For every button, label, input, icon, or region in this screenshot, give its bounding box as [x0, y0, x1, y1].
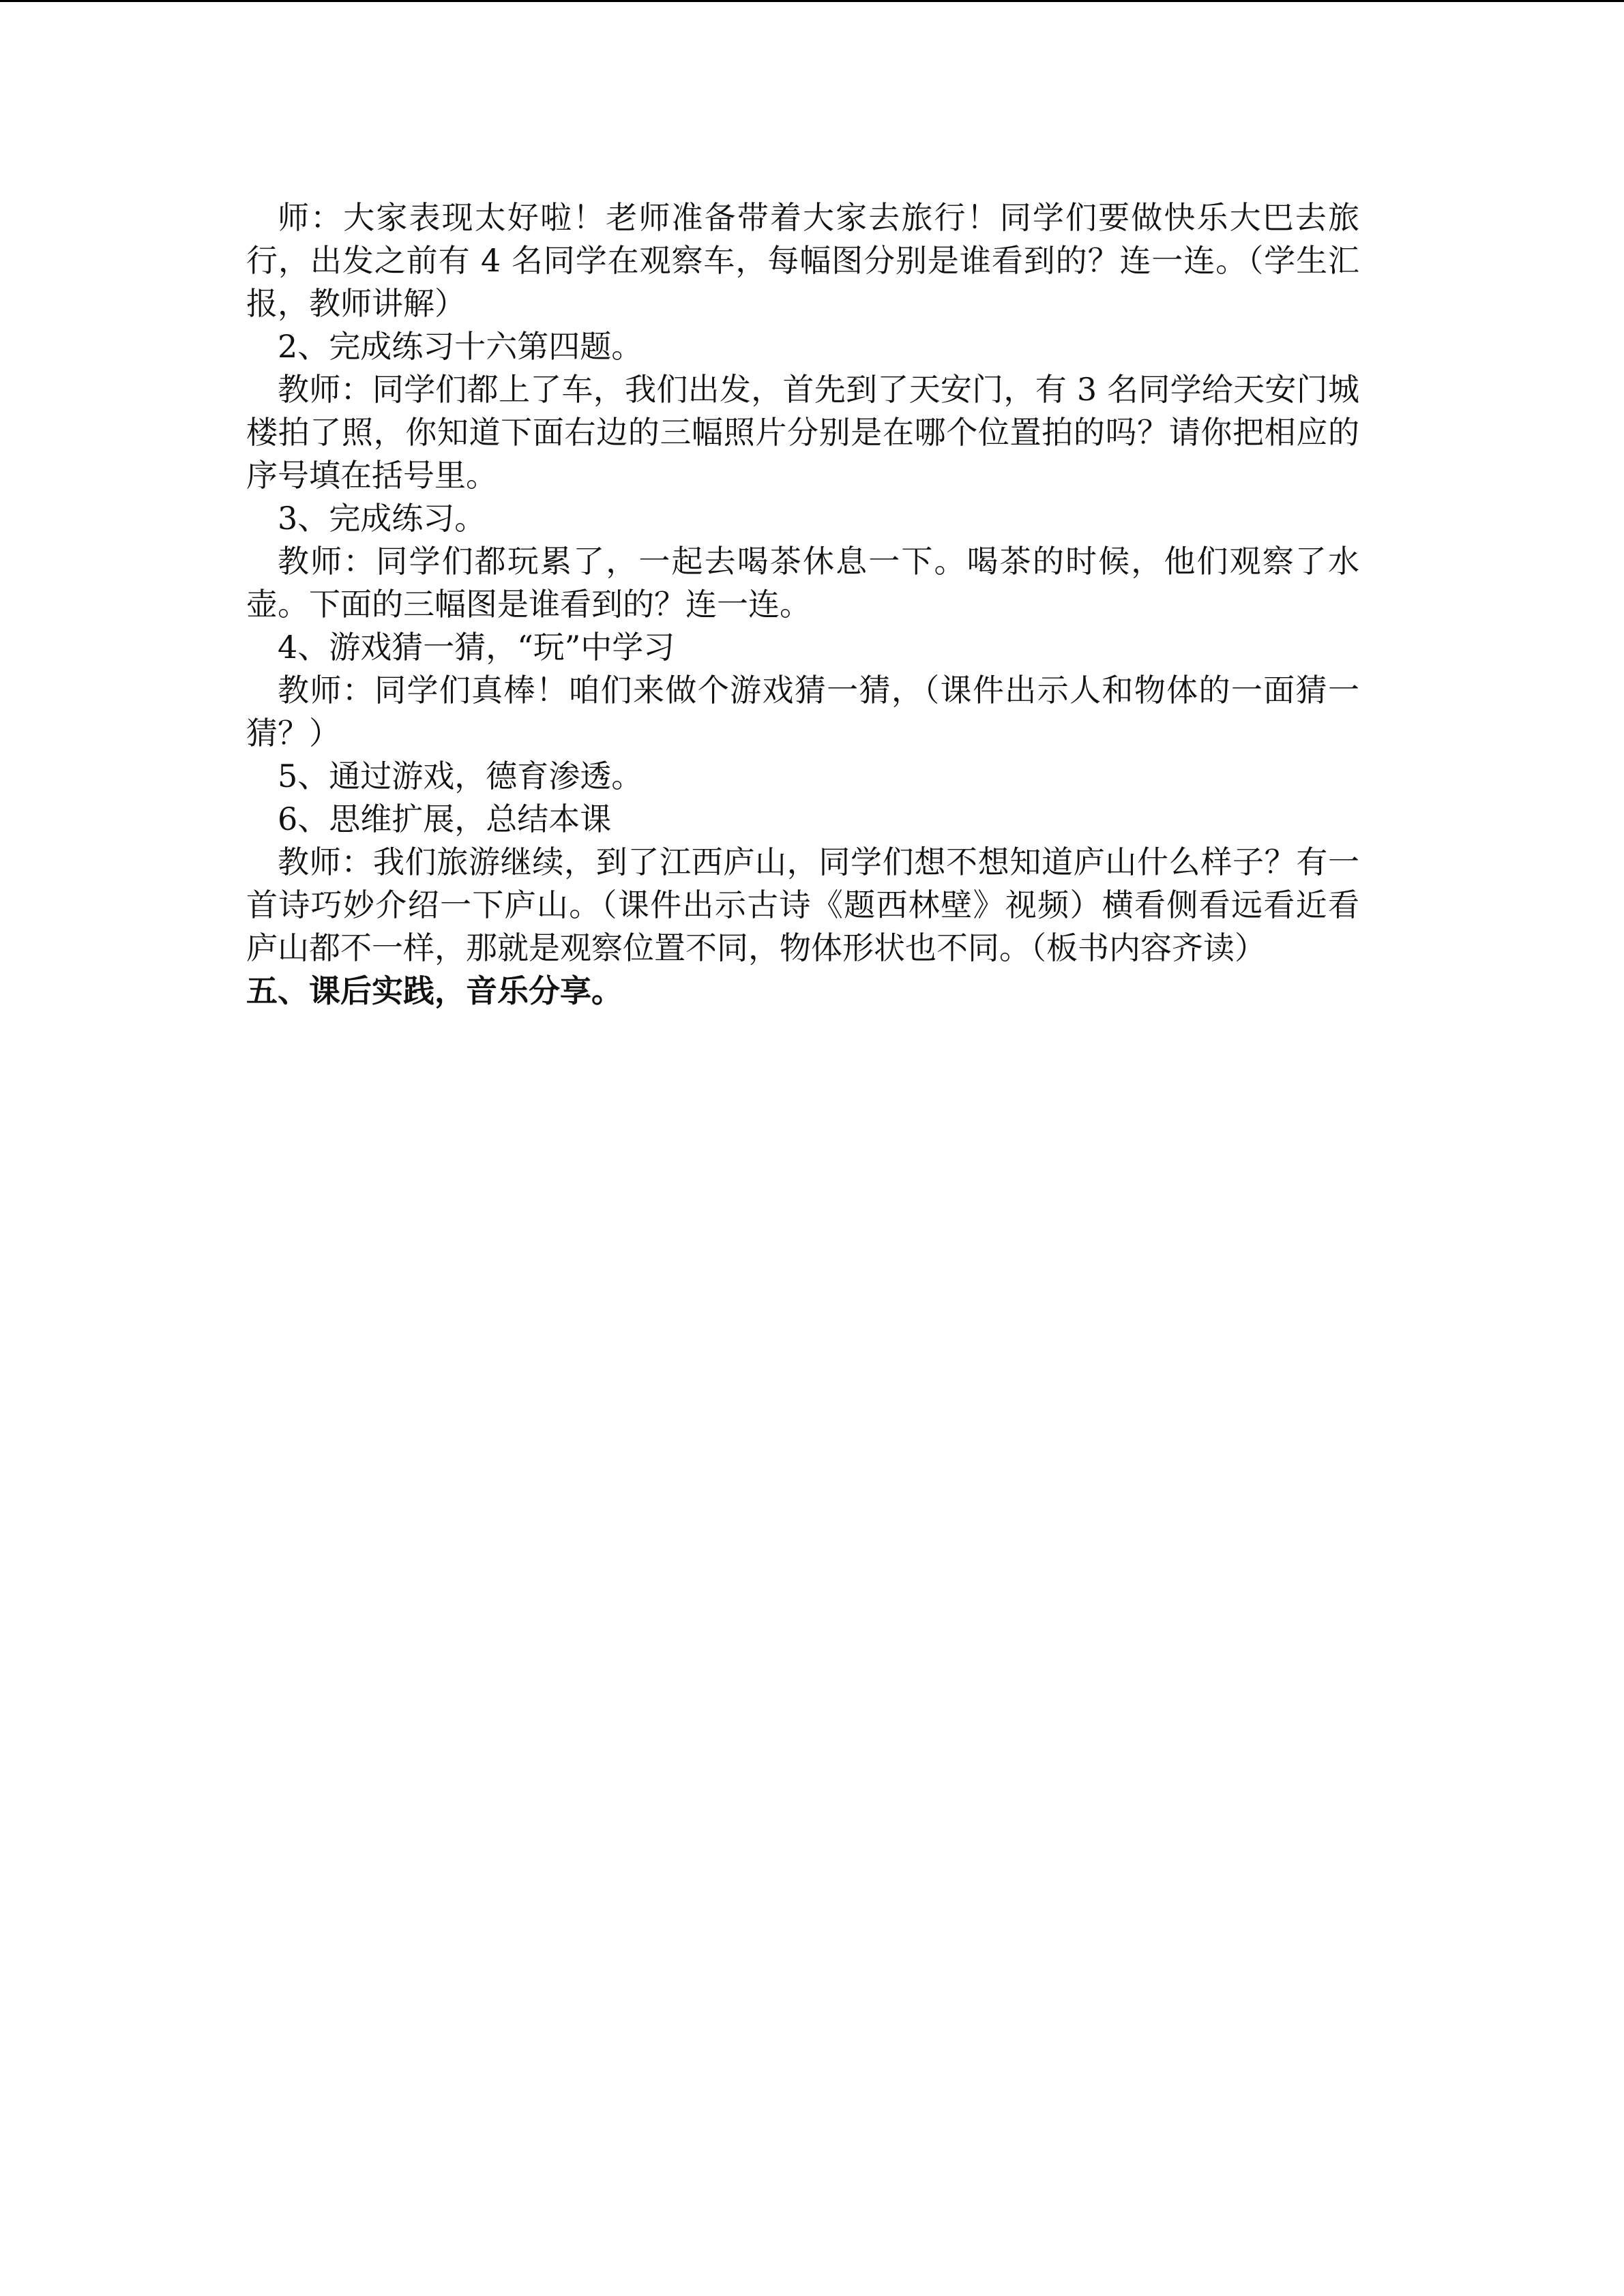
paragraph-guessing-game: 4、游戏猜一猜，“玩”中学习: [278, 629, 675, 666]
paragraph-game-instructions: 教师：同学们真棒！咱们来做个游戏猜一猜，（课件出示人和物体的一面猜一猜？）: [246, 672, 1359, 751]
paragraph-thinking-expansion: 6、思维扩展，总结本课: [278, 801, 612, 837]
paragraph-moral-education: 5、通过游戏，德育渗透。: [278, 758, 643, 794]
paragraph-tiananmen-photos: 教师：同学们都上了车，我们出发，首先到了天安门，有 3 名同学给天安门城楼拍了照，你知道下面右边的三幅照片分别是在哪个位置拍的吗？请你把相应的序号填在括号里。: [246, 371, 1359, 494]
document-body: [246, 196, 1359, 1013]
paragraph-lushan-poem: 教师：我们旅游继续，到了江西庐山，同学们想不想知道庐山什么样子？有一首诗巧妙介绍一下庐山。（课件出示古诗《题西林壁》视频）横看侧看远看近看庐山都不一样，那就是观察位置不同，物体形状也不同。（板书内容齐读）: [246, 844, 1359, 966]
page-top-border: [0, 0, 1624, 2]
paragraph-exercise-16-q4: 2、完成练习十六第四题。: [278, 328, 643, 365]
paragraph-teacher-travel-intro: 师：大家表现太好啦！老师准备带着大家去旅行！同学们要做快乐大巴去旅行，出发之前有 4 名同学在观察车，每幅图分别是谁看到的？连一连。（学生汇报，教师讲解）: [246, 199, 1359, 322]
section-heading-after-class-practice: 五、课后实践，音乐分享。: [246, 972, 623, 1009]
paragraph-complete-exercise: 3、完成练习。: [278, 500, 486, 537]
paragraph-teapot-observation: 教师：同学们都玩累了，一起去喝茶休息一下。喝茶的时候，他们观察了水壶。下面的三幅图是谁看到的？连一连。: [246, 543, 1359, 623]
